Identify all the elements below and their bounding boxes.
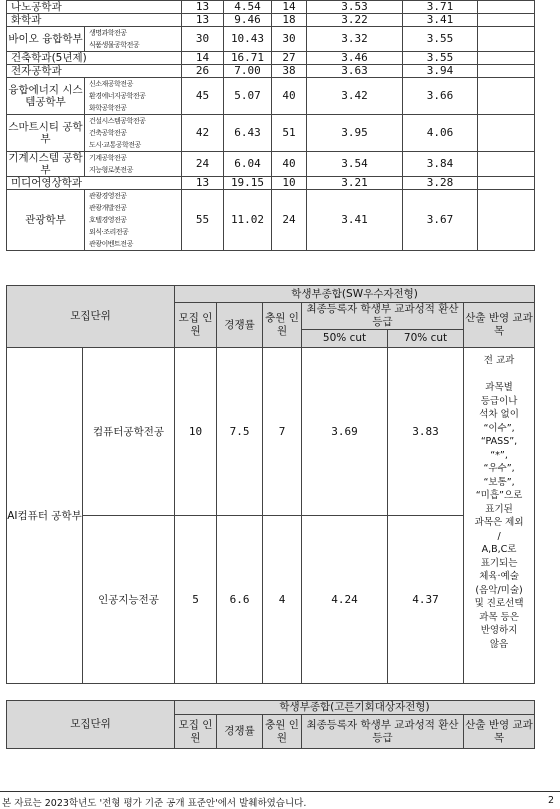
reflect-line: 과목별 <box>485 382 513 393</box>
reflect-line: 전 교과 <box>483 355 515 366</box>
reflect-line: “이수”, <box>483 422 515 434</box>
grade-header: 최종등록자 학생부 교과성적 환산등급 <box>302 303 464 330</box>
extra-count: 51 <box>272 115 307 152</box>
reflect-line: 체육·예술 <box>479 571 519 582</box>
page-number: 2 <box>547 795 554 806</box>
extra-count: 18 <box>272 14 307 27</box>
competition-rate: 6.43 <box>224 115 272 152</box>
recruit-count: 42 <box>182 115 224 152</box>
grade-50: 3.69 <box>302 348 388 516</box>
sub-majors <box>85 115 182 152</box>
table-row <box>7 177 535 190</box>
reflect-line: 및 진로선택 <box>474 598 524 609</box>
reflect-line: 등급이나 <box>480 395 518 407</box>
grade-70: 3.94 <box>403 65 478 78</box>
major-name: 바이오 융합학부 <box>7 27 85 52</box>
reflect-header: 산출 반영 교과목 <box>464 303 535 348</box>
table-row <box>7 14 535 27</box>
grade-70: 3.55 <box>403 27 478 52</box>
sub-major: 생명과학전공 <box>89 29 127 37</box>
reflect-line <box>464 368 534 382</box>
reflect-line: A,B,C로 <box>481 544 517 555</box>
reflect-line: 과목 등은 <box>479 611 519 623</box>
reflect-line: “미흡”으로 <box>475 490 523 501</box>
table-row <box>7 115 535 152</box>
extra-count: 14 <box>272 1 307 14</box>
grade-70: 3.71 <box>403 1 478 14</box>
reflect-line: (음악/미술) <box>475 584 523 596</box>
competition-header: 경쟁률 <box>217 715 263 749</box>
reflect-line: 않음 <box>489 638 509 650</box>
grade-70: 3.41 <box>403 14 478 27</box>
equal-opportunity-table <box>6 700 535 749</box>
extra-header: 충원 인원 <box>263 715 302 749</box>
grade-50: 3.46 <box>307 52 403 65</box>
footer <box>0 791 560 809</box>
reflect-line: 석차 없이 <box>479 409 519 420</box>
extra-count: 10 <box>272 177 307 190</box>
competition-rate: 7.5 <box>217 348 263 516</box>
grade-50: 3.53 <box>307 1 403 14</box>
sub-major: 환경에너지공학전공 <box>89 92 146 100</box>
recruit-count: 10 <box>175 348 217 516</box>
competition-rate: 19.15 <box>224 177 272 190</box>
reflect-cell <box>478 65 535 78</box>
reflect-cell <box>478 190 535 251</box>
extra-count: 38 <box>272 65 307 78</box>
extra-count: 40 <box>272 78 307 115</box>
unit-header: 모집단위 <box>7 286 175 348</box>
grade-70: 3.67 <box>403 190 478 251</box>
competition-rate: 11.02 <box>224 190 272 251</box>
reflect-line: / <box>497 530 501 542</box>
reflect-line: “*”, <box>490 449 508 461</box>
sub-major: 도시·교통공학전공 <box>89 141 141 149</box>
reflect-line: “우수”, <box>483 463 515 474</box>
sub-major: 신소재공학전공 <box>89 80 133 88</box>
reflect-cell <box>478 115 535 152</box>
reflect-line: 표기된 <box>485 503 513 515</box>
reflect-line: “PASS”, <box>480 436 518 447</box>
competition-rate: 10.43 <box>224 27 272 52</box>
grade-70: 4.37 <box>388 516 464 684</box>
grade-50: 3.95 <box>307 115 403 152</box>
admission-type-title: 학생부종합(SW우수자전형) <box>175 286 535 303</box>
sub-major: 지능형로봇전공 <box>89 166 133 174</box>
major-name: 화학과 <box>7 14 182 27</box>
competition-rate: 4.54 <box>224 1 272 14</box>
grade-70: 3.28 <box>403 177 478 190</box>
reflect-line: 표기되는 <box>480 557 518 569</box>
recruit-header: 모집 인원 <box>175 303 217 348</box>
unit-header: 모집단위 <box>7 701 175 749</box>
sub-major: 관광경영전공 <box>89 192 127 200</box>
sub-major: 기계공학전공 <box>89 154 127 162</box>
recruit-count: 55 <box>182 190 224 251</box>
reflect-cell <box>478 78 535 115</box>
reflect-cell <box>478 152 535 177</box>
reflect-cell <box>478 1 535 14</box>
table-row <box>7 65 535 78</box>
grade-70: 3.84 <box>403 152 478 177</box>
table-row <box>7 1 535 14</box>
major-name: 건축학과(5년제) <box>7 52 182 65</box>
reflect-line: “보통”, <box>483 476 515 488</box>
grade-50: 3.21 <box>307 177 403 190</box>
sub-major: 식품생물공학전공 <box>89 41 140 49</box>
recruit-count: 14 <box>182 52 224 65</box>
source-note: 본 자료는 2023학년도 '전형 평가 기준 공개 표준안'에서 발췌하였습니다. <box>2 798 307 809</box>
sub-major: 외식·조리전공 <box>89 228 129 236</box>
sub-majors <box>85 190 182 251</box>
recruit-count: 26 <box>182 65 224 78</box>
grade-50: 3.32 <box>307 27 403 52</box>
grade-70: 3.83 <box>388 348 464 516</box>
sub-majors <box>85 152 182 177</box>
sub-major: 관광개발전공 <box>89 204 127 212</box>
recruit-count: 5 <box>175 516 217 684</box>
major-name: 관광학부 <box>7 190 85 251</box>
reflect-cell <box>478 52 535 65</box>
recruit-count: 13 <box>182 14 224 27</box>
recruit-count: 13 <box>182 177 224 190</box>
major-name: 나노공학과 <box>7 1 182 14</box>
college-name: AI컴퓨터 공학부 <box>7 348 83 684</box>
sub-major: 호텔경영전공 <box>89 216 127 224</box>
table-row <box>7 152 535 177</box>
sub-major: 관광이벤트전공 <box>89 240 133 248</box>
competition-rate: 7.00 <box>224 65 272 78</box>
major-name: 스마트시티 공학부 <box>7 115 85 152</box>
grade-70: 3.66 <box>403 78 478 115</box>
reflect-header: 산출 반영 교과목 <box>464 715 535 749</box>
extra-count: 27 <box>272 52 307 65</box>
table-row <box>7 27 535 52</box>
grade-50: 3.22 <box>307 14 403 27</box>
reflect-cell <box>478 14 535 27</box>
recruit-count: 30 <box>182 27 224 52</box>
extra-count: 24 <box>272 190 307 251</box>
reflect-line: 반영하지 <box>480 625 518 636</box>
reflect-cell <box>478 27 535 52</box>
sub-majors <box>85 27 182 52</box>
reflect-cell <box>478 177 535 190</box>
cut70-header: 70% cut <box>388 330 464 348</box>
extra-count: 4 <box>263 516 302 684</box>
table-row <box>7 190 535 251</box>
grade-50: 4.24 <box>302 516 388 684</box>
admission-type-title: 학생부종합(고른기회대상자전형) <box>175 701 535 715</box>
recruit-count: 24 <box>182 152 224 177</box>
grade-50: 3.54 <box>307 152 403 177</box>
competition-rate: 9.46 <box>224 14 272 27</box>
sub-major: 건축공학전공 <box>89 129 127 137</box>
competition-rate: 6.6 <box>217 516 263 684</box>
admission-table-continued <box>6 0 535 251</box>
grade-50: 3.42 <box>307 78 403 115</box>
extra-count: 40 <box>272 152 307 177</box>
recruit-header: 모집 인원 <box>175 715 217 749</box>
grade-70: 4.06 <box>403 115 478 152</box>
competition-rate: 16.71 <box>224 52 272 65</box>
extra-count: 7 <box>263 348 302 516</box>
competition-rate: 5.07 <box>224 78 272 115</box>
recruit-count: 13 <box>182 1 224 14</box>
table-row <box>7 52 535 65</box>
reflect-line: 과목은 제외 <box>474 517 524 528</box>
recruit-count: 45 <box>182 78 224 115</box>
grade-50: 3.41 <box>307 190 403 251</box>
major-name: 전자공학과 <box>7 65 182 78</box>
sub-majors <box>85 78 182 115</box>
sw-admission-table <box>6 285 535 684</box>
major-name: 기계시스템 공학부 <box>8 152 83 176</box>
reflect-subjects <box>464 348 535 684</box>
major-name: 인공지능전공 <box>83 516 175 684</box>
major-name: 융합에너지 시스템공학부 <box>7 78 85 115</box>
major-name: 미디어영상학과 <box>7 177 182 190</box>
competition-header: 경쟁률 <box>217 303 263 348</box>
sub-major: 화학공학전공 <box>89 104 127 112</box>
grade-50: 3.63 <box>307 65 403 78</box>
sub-major: 건설시스템공학전공 <box>89 117 146 125</box>
grade-70: 3.55 <box>403 52 478 65</box>
extra-header: 충원 인원 <box>263 303 302 348</box>
extra-count: 30 <box>272 27 307 52</box>
grade-header: 최종등록자 학생부 교과성적 환산등급 <box>302 715 464 749</box>
table-row <box>7 78 535 115</box>
cut50-header: 50% cut <box>302 330 388 348</box>
competition-rate: 6.04 <box>224 152 272 177</box>
major-name: 컴퓨터공학전공 <box>83 348 175 516</box>
